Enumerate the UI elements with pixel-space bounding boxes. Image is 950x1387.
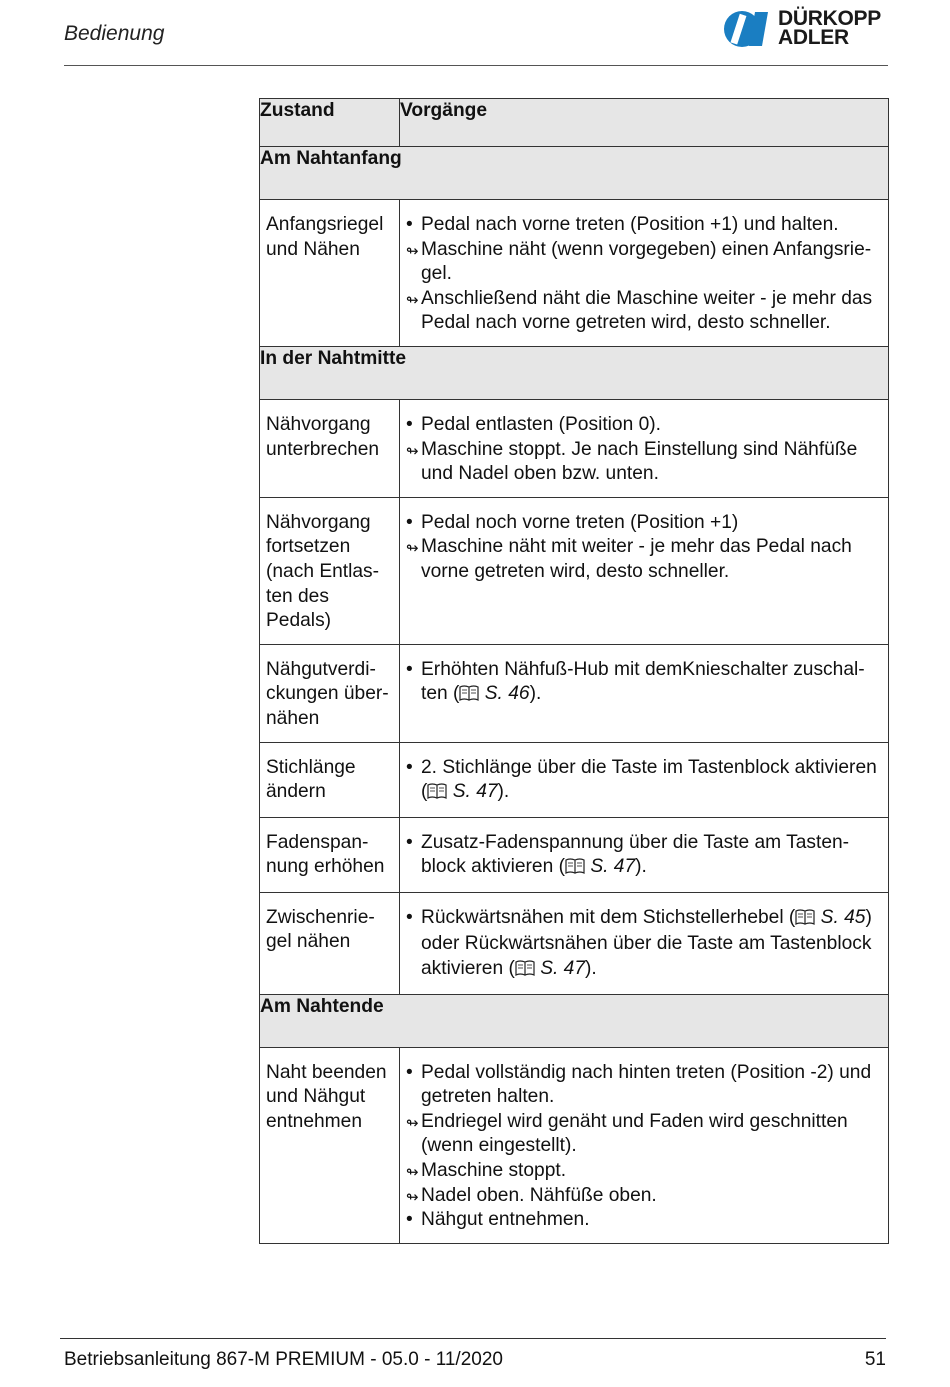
- bullet-icon: •: [406, 658, 413, 680]
- bullet-item: [406, 1061, 886, 1110]
- duerkopp-adler-logo: [722, 6, 892, 52]
- state-cell: [260, 1047, 400, 1243]
- item-line: [421, 462, 886, 487]
- item-text: block aktivieren (: [421, 856, 565, 878]
- section-title-text: Am Nahtende: [260, 995, 384, 1017]
- item-text: Maschine näht mit weiter - je mehr das Pedal nach: [421, 536, 852, 558]
- page-header-title: Bedienung: [64, 22, 165, 45]
- state-line: entnehmen: [266, 1110, 363, 1132]
- table-row: [260, 1047, 889, 1243]
- state-line: Zwischenrie-: [266, 906, 375, 928]
- operations-cell: [400, 1047, 889, 1243]
- result-arrow-icon: ↬: [406, 1114, 419, 1132]
- state-line: gel nähen: [266, 931, 351, 953]
- column-header-state: Zustand: [260, 99, 400, 147]
- operations-cell: [400, 742, 889, 817]
- operations-cell: [400, 644, 889, 742]
- table-body: [260, 147, 889, 1244]
- result-arrow-icon: ↬: [406, 540, 419, 558]
- table-row: [260, 497, 889, 644]
- item-text: Maschine näht (wenn vorgegeben) einen Anfangsrie-: [421, 238, 872, 260]
- state-cell: [260, 497, 400, 644]
- bullet-item: [406, 756, 886, 807]
- item-text: Anschließend näht die Maschine weiter - je mehr das: [421, 287, 873, 309]
- state-cell: [260, 200, 400, 347]
- bullet-icon: •: [406, 511, 413, 533]
- logo-text-line2: ADLER: [778, 26, 849, 49]
- page-reference: S. 46: [484, 683, 530, 705]
- item-text: Endriegel wird genäht und Faden wird geschnitten: [421, 1110, 848, 1132]
- item-line: [421, 756, 886, 781]
- state-line: Anfangsriegel: [266, 214, 384, 235]
- result-arrow-icon: ↬: [406, 242, 419, 260]
- state-line: Pedals): [266, 610, 332, 632]
- item-line: [421, 780, 886, 807]
- item-text: getreten halten.: [421, 1086, 555, 1108]
- state-line: ten des: [266, 585, 329, 607]
- bullet-icon: •: [406, 906, 413, 928]
- state-line: und Nähgut: [266, 1086, 366, 1108]
- state-line: Nähgutverdi-: [266, 658, 376, 680]
- item-text: ): [865, 906, 872, 928]
- section-row: [260, 994, 889, 1047]
- header-rule: [64, 65, 888, 66]
- state-cell: [260, 742, 400, 817]
- section-title: [260, 994, 889, 1047]
- item-text: (wenn eingestellt).: [421, 1135, 577, 1157]
- item-line: [421, 560, 886, 585]
- section-title: [260, 346, 889, 399]
- item-text: ten (: [421, 683, 460, 705]
- operations-cell: [400, 497, 889, 644]
- item-line: [421, 932, 886, 957]
- item-text: Pedal noch vorne treten (Position +1): [421, 511, 739, 533]
- result-item: [406, 1159, 886, 1184]
- bullet-icon: •: [406, 413, 413, 435]
- item-line: [421, 1061, 886, 1086]
- footer-rule: [60, 1338, 886, 1339]
- section-title-text: Am Nahtanfang: [260, 148, 402, 169]
- table-row: [260, 742, 889, 817]
- logo-mark-icon: [722, 8, 774, 50]
- item-text: Zusatz-Fadenspannung über die Taste am Tasten-: [421, 831, 850, 853]
- operations-cell: [400, 817, 889, 892]
- item-line: [421, 238, 886, 263]
- item-text: oder Rückwärtsnähen über die Taste am Tastenblock: [421, 933, 872, 955]
- item-text: ).: [497, 781, 510, 803]
- table-row: [260, 644, 889, 742]
- item-line: [421, 1208, 886, 1233]
- item-line: [421, 535, 886, 560]
- item-line: [421, 855, 886, 882]
- result-arrow-icon: ↬: [406, 291, 419, 309]
- state-cell: [260, 892, 400, 994]
- state-line: Fadenspan-: [266, 831, 369, 853]
- bullet-item: [406, 413, 886, 438]
- bullet-item: [406, 658, 886, 709]
- item-text: aktivieren (: [421, 958, 515, 980]
- state-line: unterbrechen: [266, 438, 380, 460]
- item-line: [421, 658, 886, 683]
- item-line: [421, 262, 886, 287]
- page-reference: S. 45: [820, 906, 866, 928]
- bullet-item: [406, 831, 886, 882]
- state-line: Stichlänge: [266, 756, 356, 778]
- item-text: ).: [529, 683, 542, 705]
- item-text: Maschine stoppt. Je nach Einstellung sind Nähfüße: [421, 438, 858, 460]
- section-title: [260, 147, 889, 200]
- result-arrow-icon: ↬: [406, 1188, 419, 1206]
- page-reference: S. 47: [590, 856, 636, 878]
- state-line: ändern: [266, 781, 326, 803]
- item-text: vorne getreten wird, desto schneller.: [421, 560, 730, 582]
- item-text: Maschine stoppt.: [421, 1160, 567, 1182]
- book-reference-icon: [565, 857, 585, 882]
- result-item: [406, 238, 886, 287]
- item-text: Nähgut entnehmen.: [421, 1209, 590, 1231]
- item-text: 2. Stichlänge über die Taste im Tastenblock aktivieren: [421, 756, 877, 778]
- item-text: Nadel oben. Nähfüße oben.: [421, 1184, 657, 1206]
- item-text: Pedal nach vorne getreten wird, desto schneller.: [421, 312, 831, 334]
- item-line: [421, 438, 886, 463]
- item-line: [421, 1159, 886, 1184]
- result-arrow-icon: ↬: [406, 1164, 419, 1182]
- page-reference: S. 47: [452, 781, 498, 803]
- state-line: fortsetzen: [266, 536, 351, 558]
- state-line: Naht beenden: [266, 1061, 387, 1083]
- state-cell: [260, 644, 400, 742]
- item-line: [421, 682, 886, 709]
- item-text: und Nadel oben bzw. unten.: [421, 463, 659, 485]
- book-reference-icon: [795, 908, 815, 933]
- section-row: [260, 346, 889, 399]
- result-item: [406, 287, 886, 336]
- item-text: gel.: [421, 263, 452, 285]
- item-line: [421, 287, 886, 312]
- state-line: nung erhöhen: [266, 856, 385, 878]
- item-text: ).: [635, 856, 647, 878]
- item-text: ).: [585, 958, 597, 980]
- page-number: 51: [864, 1349, 886, 1370]
- bullet-icon: •: [406, 756, 413, 778]
- page-reference: S. 47: [540, 958, 585, 980]
- section-row: [260, 147, 889, 200]
- item-line: [421, 511, 886, 536]
- item-text: Pedal nach vorne treten (Position +1) und halten.: [421, 214, 839, 235]
- item-text: Erhöhten Nähfuß-Hub mit demKnieschalter zuschal-: [421, 658, 865, 680]
- bullet-item: [406, 511, 886, 536]
- state-line: ckungen über-: [266, 683, 389, 705]
- bullet-icon: •: [406, 1061, 413, 1083]
- item-line: [421, 311, 886, 336]
- result-arrow-icon: ↬: [406, 442, 419, 460]
- bullet-icon: •: [406, 831, 413, 853]
- state-cell: [260, 399, 400, 497]
- state-line: (nach Entlas-: [266, 560, 380, 582]
- section-title-text: In der Nahtmitte: [260, 347, 407, 369]
- table-row: [260, 817, 889, 892]
- state-line: und Nähen: [266, 238, 360, 260]
- bullet-item: [406, 906, 886, 984]
- item-line: [421, 413, 886, 438]
- operations-cell: [400, 399, 889, 497]
- result-item: [406, 438, 886, 487]
- item-line: [421, 831, 886, 856]
- table-header-row: [260, 99, 889, 147]
- item-text: Rückwärtsnähen mit dem Stichstellerhebel (: [421, 906, 796, 928]
- operations-table: [259, 98, 889, 1244]
- item-line: [421, 213, 886, 238]
- operations-cell: [400, 892, 889, 994]
- state-line: nähen: [266, 707, 320, 729]
- footer-document-title: Betriebsanleitung 867-M PREMIUM - 05.0 - 11/2020: [64, 1349, 503, 1370]
- item-line: [421, 957, 886, 984]
- logo-text-line1: DÜRKOPP: [778, 7, 881, 30]
- book-reference-icon: [427, 782, 447, 807]
- item-line: [421, 1184, 886, 1209]
- table-row: [260, 399, 889, 497]
- book-reference-icon: [515, 959, 535, 984]
- bullet-icon: •: [406, 214, 413, 235]
- item-text: Pedal vollständig nach hinten treten (Position -2) und: [421, 1061, 872, 1083]
- item-line: [421, 1085, 886, 1110]
- bullet-icon: •: [406, 1209, 413, 1231]
- book-reference-icon: [459, 684, 479, 709]
- state-line: Nähvorgang: [266, 413, 371, 435]
- bullet-item: [406, 213, 886, 238]
- operations-cell: [400, 200, 889, 347]
- bullet-item: [406, 1208, 886, 1233]
- column-header-operations: Vorgänge: [400, 99, 889, 147]
- table-row: [260, 892, 889, 994]
- item-text: (: [421, 781, 428, 803]
- result-item: [406, 535, 886, 584]
- item-line: [421, 906, 886, 933]
- result-item: [406, 1110, 886, 1159]
- state-cell: [260, 817, 400, 892]
- state-line: Nähvorgang: [266, 511, 371, 533]
- item-line: [421, 1134, 886, 1159]
- table-row: [260, 200, 889, 347]
- item-line: [421, 1110, 886, 1135]
- result-item: [406, 1184, 886, 1209]
- item-text: Pedal entlasten (Position 0).: [421, 413, 661, 435]
